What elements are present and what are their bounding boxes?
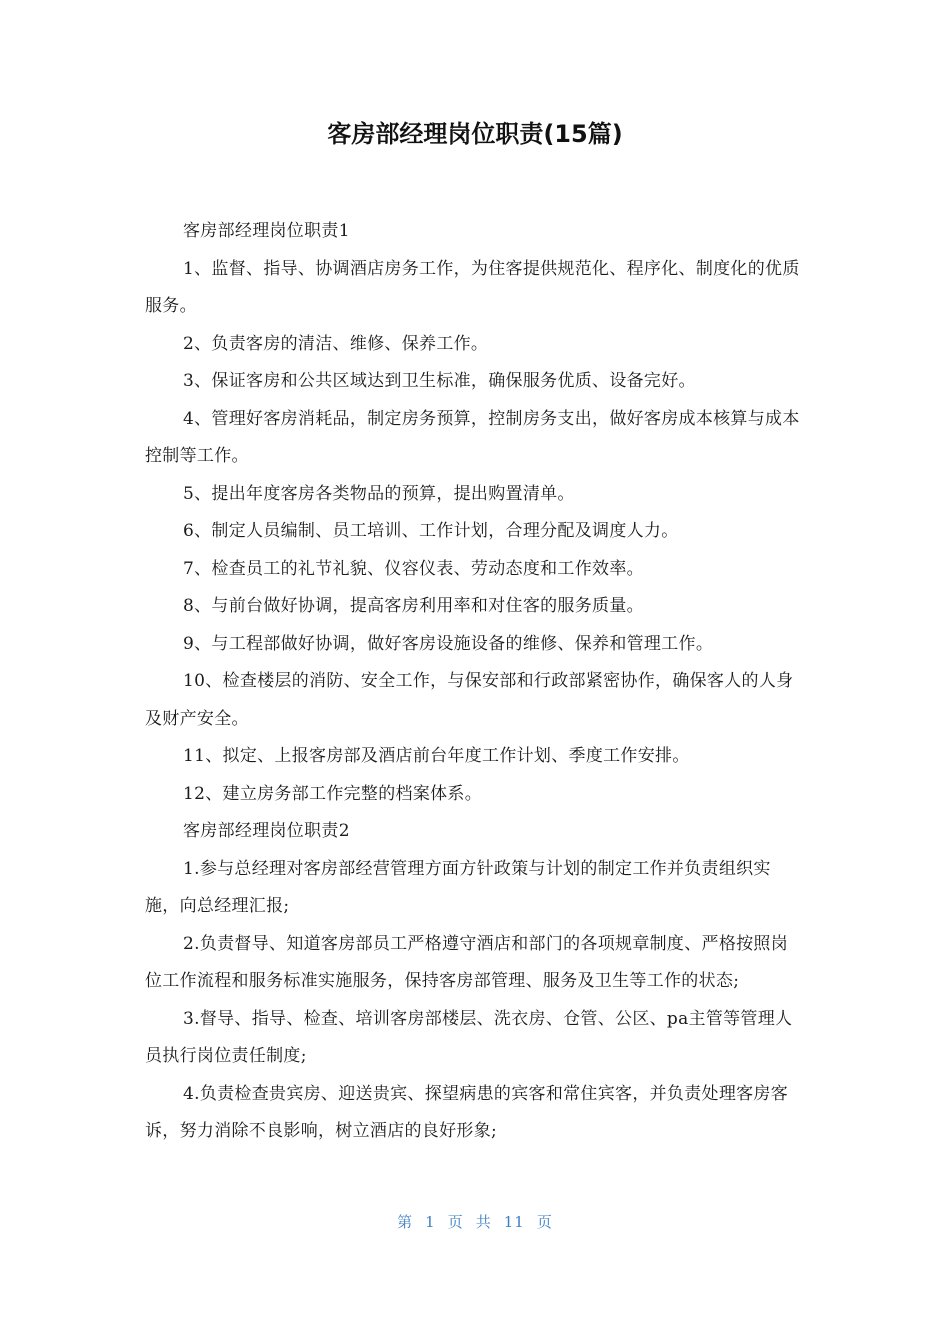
footer-current-page: 1 <box>425 1213 436 1231</box>
paragraph: 2.负责督导、知道客房部员工严格遵守酒店和部门的各项规章制度、严格按照岗位工作流程和服务标准实施服务，保持客房部管理、服务及卫生等工作的状态; <box>145 933 789 991</box>
paragraph: 3、保证客房和公共区域达到卫生标准，确保服务优质、设备完好。 <box>183 371 696 391</box>
footer-total-pages: 11 <box>503 1213 525 1231</box>
paragraph: 1、监督、指导、协调酒店房务工作，为住客提供规范化、程序化、制度化的优质服务。 <box>145 258 800 316</box>
paragraph: 4.负责检查贵宾房、迎送贵宾、探望病患的宾客和常住宾客，并负责处理客房客诉，努力消除不良影响，树立酒店的良好形象; <box>145 1083 789 1141</box>
paragraph: 4、管理好客房消耗品，制定房务预算，控制房务支出，做好客房成本核算与成本控制等工作。 <box>145 408 800 466</box>
paragraph: 5、提出年度客房各类物品的预算，提出购置清单。 <box>183 483 575 504</box>
paragraph: 2、负责客房的清洁、维修、保养工作。 <box>183 333 489 354</box>
page-footer <box>0 1210 950 1234</box>
document-body <box>145 213 805 1151</box>
paragraph: 6、制定人员编制、员工培训、工作计划，合理分配及调度人力。 <box>183 521 679 541</box>
paragraph: 9、与工程部做好协调，做好客房设施设备的维修、保养和管理工作。 <box>183 633 714 654</box>
footer-page-unit: 页 <box>447 1213 464 1231</box>
paragraph: 1.参与总经理对客房部经营管理方面方针政策与计划的制定工作并负责组织实施，向总经理汇报; <box>145 858 771 916</box>
paragraph: 12、建立房务部工作完整的档案体系。 <box>183 783 483 804</box>
heading-section-1: 客房部经理岗位职责1 <box>183 221 350 241</box>
paragraph: 3.督导、指导、检查、培训客房部楼层、洗衣房、仓管、公区、pa主管等管理人员执行岗位责任制度; <box>145 1008 793 1066</box>
paragraph: 10、检查楼层的消防、安全工作，与保安部和行政部紧密协作，确保客人的人身及财产安全。 <box>145 671 794 729</box>
footer-page-word: 第 <box>397 1213 414 1231</box>
footer-total-unit: 页 <box>536 1213 553 1231</box>
paragraph: 7、检查员工的礼节礼貌、仪容仪表、劳动态度和工作效率。 <box>183 558 644 579</box>
paragraph: 11、拟定、上报客房部及酒店前台年度工作计划、季度工作安排。 <box>183 746 690 766</box>
footer-total-word: 共 <box>475 1213 492 1231</box>
document-title: 客房部经理岗位职责(15篇) <box>327 120 623 148</box>
paragraph: 8、与前台做好协调，提高客房利用率和对住客的服务质量。 <box>183 596 644 616</box>
heading-section-2: 客房部经理岗位职责2 <box>183 821 350 841</box>
